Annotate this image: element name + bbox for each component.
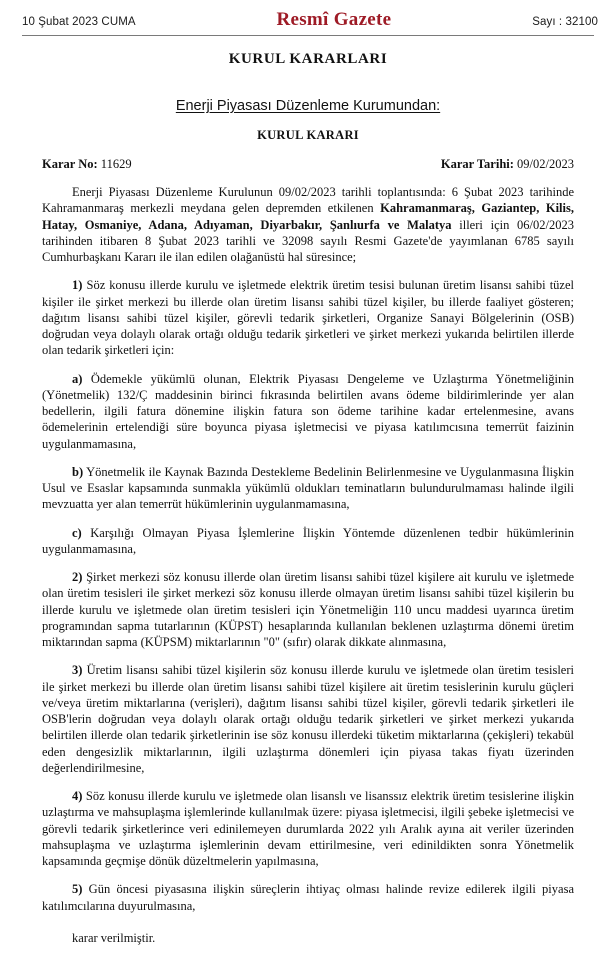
- item-3-text: Üretim lisansı sahibi tüzel kişilerin söz konusu illerde kurulu ve işletmede olan üretim tesisleri ile şirket merkezi bu illerde olan üretim lisansı sahibi tüzel kişilere ait üretim tesislerinin kurulu güçleri ve/veya üretim miktarlarına (verişleri), dağıtım lisansı sahibi tüzel kişiler, görevli tedarik şirketleri ile OSB'lerin doğrudan veya dolaylı olarak ortağı olduğu tedarik şirketleri ve şirket merkezi yukarıda belirtilen illerde olan tedarik şirketlerinin ise söz konusu illerdeki tüketim miktarlarına (çekişleri) tekabül eden dengesizlik miktarlarının, ilgili uzlaştırma dönemleri için piyasa takas fiyatı üzerinden değerlendirilmesine,: [42, 663, 574, 775]
- affected-provinces: Kahramanmaraş, Gaziantep, Kilis, Hatay, Osmaniye, Adana, Adıyaman, Diyarbakır, Şanlıurfa ve Malatya: [42, 201, 574, 232]
- publication-date: 10 Şubat 2023 CUMA: [22, 16, 136, 28]
- paragraph-item-1c: [42, 525, 574, 558]
- item-1a-text: Ödemekle yükümlü olunan, Elektrik Piyasası Dengeleme ve Uzlaştırma Yönetmeliğinin (Yönetmelik) 132/Ç maddesinin birinci fıkrasında belirtilen avans ödeme bildirimlerinde yer alan bedellerin, ilgili fatura dönemine ilişkin fatura son ödeme tarihine kadar ertelenmesine, avans ödemelerinin ertelendiği süre boyunca piyasa işletmecisi ve piyasa katılımcısına temerrüt faizinin uygulanmamasına,: [42, 371, 574, 451]
- item-1c-marker: c): [72, 525, 82, 540]
- issuing-agency-label: Enerji Piyasası Düzenleme Kurumundan:: [175, 98, 441, 114]
- item-5-text: Gün öncesi piyasasına ilişkin süreçlerin ihtiyaç olması halinde revize edilerek ilgili piyasa katılımcılarına duyurulmasına,: [42, 882, 574, 913]
- item-1-text: Söz konusu illerde kurulu ve işletmede elektrik üretim tesisi bulunan üretim lisansı sahibi tüzel kişiler ile şirket merkezi bu illerde olan üretim lisansı sahibi tüzel kişiler, bu illerde faaliyet gösteren; dağıtım lisansı sahibi tüzel kişiler, görevli tedarik şirketleri, Organize Sanayi Bölgelerinin (OSB) doğrudan veya dolaylı olarak ortağı olduğu tedarik şirketleri ve şirket merkezi yukarıda belirtilen illerde olan tedarik şirketleri için:: [42, 278, 574, 358]
- decision-body: [42, 184, 574, 946]
- item-2-marker: 2): [72, 570, 83, 584]
- paragraph-item-2: [42, 569, 574, 650]
- paragraph-item-3: [42, 662, 574, 776]
- paragraph-item-1a: [42, 371, 574, 452]
- item-1c-text: Karşılığı Olmayan Piyasa İşlemlerine İlişkin Yöntemde düzenlenen tedbir hükümlerinin uygulanmamasına,: [42, 525, 574, 556]
- decision-heading: KURUL KARARI: [257, 128, 359, 142]
- item-1b-marker: b): [72, 464, 84, 479]
- paragraph-item-5: [42, 881, 574, 914]
- issue-number: Sayı : 32100: [532, 16, 598, 28]
- item-1b-text: Yönetmelik ile Kaynak Bazında Destekleme Bedelinin Belirlenmesine ve Uygulanmasına İlişkin Usul ve Esaslar kapsamında sunmakla yükümlü oldukları teminatların bulundurulmaması halinde ilgili mevzuatta yer alan temerrüt hükümlerinin uygulanmamasına,: [42, 464, 574, 512]
- item-1a-marker: a): [72, 371, 83, 386]
- intro-part2: illeri için 06/02/2023 tarihinden itibaren 8 Şubat 2023 tarihli ve 32098 sayılı Resmi Gazete'de yayımlanan 6785 sayılı Cumhurbaşkanı Kararı ile ilan edilen olağanüstü hal süresince;: [42, 217, 575, 264]
- paragraph-item-1b: [42, 464, 574, 513]
- closing-statement: karar verilmiştir.: [72, 930, 156, 945]
- gazette-title: Resmî Gazete: [276, 9, 392, 30]
- issuing-agency: [0, 98, 616, 114]
- decision-meta: [42, 157, 574, 172]
- paragraph-item-4: [42, 788, 574, 869]
- item-2-text: Şirket merkezi söz konusu illerde olan üretim lisansı sahibi tüzel kişilere ait kurulu ve işletmede olan üretim tesisleri ile şirket merkezi söz konusu illerde olmayan üretim lisansı sahibi tüzel kişilerin bu illerde kurulu ve işletmede olan üretim tesisleri için Yönetmeliğin 110 uncu maddesi uyarınca üretim programından sapma tutarlarının (KÜPST) hesaplarında kullanılan beklenen uzlaştırma dönemi üretim miktarından sapma (KÜPSM) miktarlarının "0" (sıfır) olarak dikkate alınmasına,: [42, 570, 574, 649]
- decision-number-label: Karar No:: [42, 157, 98, 171]
- item-1-marker: 1): [72, 278, 83, 293]
- decision-date-value: 09/02/2023: [517, 157, 574, 171]
- decision-number: [42, 157, 132, 172]
- decision-date-label: Karar Tarihi:: [440, 157, 514, 171]
- item-3-marker: 3): [72, 663, 83, 678]
- decision-number-value: 11629: [100, 157, 132, 171]
- paragraph-intro: [42, 184, 574, 265]
- paragraph-item-1: [42, 277, 574, 358]
- decision-date: [441, 157, 574, 172]
- page-title: KURUL KARARLARI: [228, 51, 388, 67]
- masthead: [0, 0, 616, 31]
- masthead-divider: [22, 35, 594, 36]
- item-4-marker: 4): [72, 789, 83, 803]
- item-5-marker: 5): [72, 882, 83, 897]
- item-4-text: Söz konusu illerde kurulu ve işletmede olan lisanslı ve lisanssız elektrik üretim tesislerine ilişkin uzlaştırma ve mahsuplaşma işlemlerinde kullanılmak üzere: piyasa işletmecisi, ilgili şebeke işletmecisi ve görevli tedarik şirketlerince veri edinilemeyen durumlarda 2022 yılı Aralık ayına ait veriler üzerinden mahsuplaşma ve uzlaştırma işlemlerinin devam ettirilmesine, veri edinildikten sonra Yönetmelik kapsamında geçmişe dönük düzeltmelerin yapılmasına,: [42, 789, 574, 868]
- intro-part1: Enerji Piyasası Düzenleme Kurulunun 09/02/2023 tarihli toplantısında: 6 Şubat 2023 tarihinde Kahramanmaraş merkezli meydana gelen depremden etkilenen: [42, 185, 574, 216]
